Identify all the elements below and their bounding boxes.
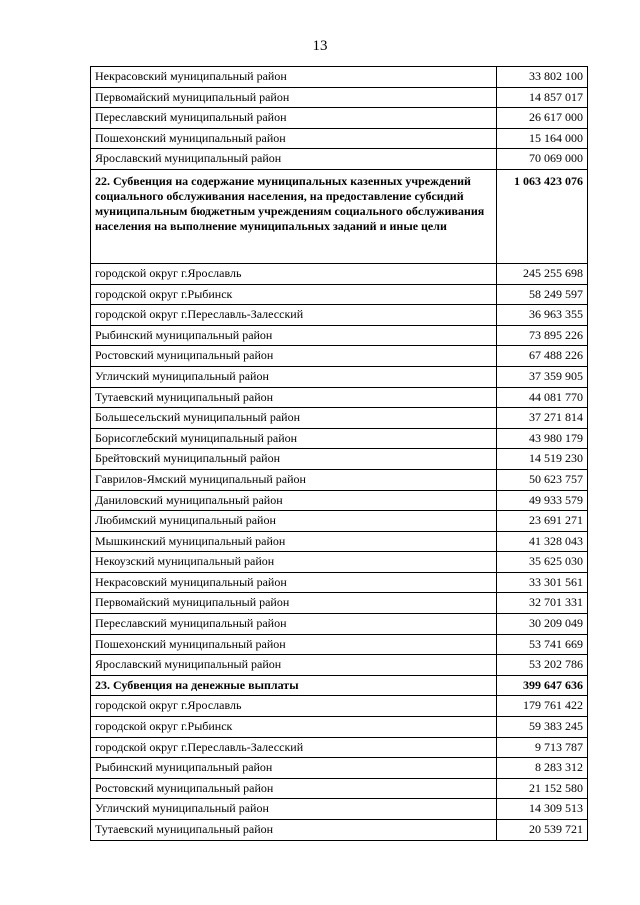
amount-value: 32 701 331 <box>497 593 588 614</box>
amount-value: 179 761 422 <box>497 696 588 717</box>
recipient-name: Первомайский муниципальный район <box>91 593 497 614</box>
recipient-name: Некрасовский муниципальный район <box>91 67 497 88</box>
amount-value: 20 539 721 <box>497 820 588 841</box>
subvention-total: 399 647 636 <box>497 675 588 696</box>
recipient-name: Пошехонский муниципальный район <box>91 128 497 149</box>
table-row <box>91 799 588 820</box>
table-row <box>91 778 588 799</box>
table-row <box>91 284 588 305</box>
amount-value: 41 328 043 <box>497 531 588 552</box>
table-row <box>91 108 588 129</box>
recipient-name: Тутаевский муниципальный район <box>91 387 497 408</box>
table-row <box>91 552 588 573</box>
table-row <box>91 67 588 88</box>
table-row <box>91 346 588 367</box>
table-row <box>91 469 588 490</box>
subvention-title: 22. Субвенция на содержание муниципальных казенных учреждений социального обслуживания населения, на предоставление субсидий муниципальным бюджетным учреждениям социального обслуживания населения на выполнение муниципальных заданий и иные цели <box>91 169 497 263</box>
recipient-name: городской округ г.Рыбинск <box>91 717 497 738</box>
recipient-name: Рыбинский муниципальный район <box>91 325 497 346</box>
recipient-name: Ярославский муниципальный район <box>91 149 497 170</box>
table-row <box>91 449 588 470</box>
recipient-name: городской округ г.Рыбинск <box>91 284 497 305</box>
table-row <box>91 820 588 841</box>
table-row <box>91 758 588 779</box>
amount-value: 37 271 814 <box>497 408 588 429</box>
recipient-name: городской округ г.Ярославль <box>91 696 497 717</box>
amount-value: 15 164 000 <box>497 128 588 149</box>
amount-value: 245 255 698 <box>497 263 588 284</box>
table-row <box>91 655 588 676</box>
table-row <box>91 737 588 758</box>
amount-value: 21 152 580 <box>497 778 588 799</box>
amount-value: 33 301 561 <box>497 572 588 593</box>
table-row <box>91 696 588 717</box>
amount-value: 73 895 226 <box>497 325 588 346</box>
table-row <box>91 263 588 284</box>
budget-table-body <box>91 67 588 841</box>
amount-value: 58 249 597 <box>497 284 588 305</box>
amount-value: 33 802 100 <box>497 67 588 88</box>
amount-value: 8 283 312 <box>497 758 588 779</box>
table-row <box>91 305 588 326</box>
amount-value: 14 857 017 <box>497 87 588 108</box>
recipient-name: Угличский муниципальный район <box>91 366 497 387</box>
table-row <box>91 87 588 108</box>
amount-value: 30 209 049 <box>497 614 588 635</box>
table-row <box>91 572 588 593</box>
recipient-name: Переславский муниципальный район <box>91 614 497 635</box>
recipient-name: Ростовский муниципальный район <box>91 346 497 367</box>
recipient-name: Даниловский муниципальный район <box>91 490 497 511</box>
page-number: 13 <box>312 38 328 54</box>
budget-table <box>90 66 588 841</box>
table-row <box>91 149 588 170</box>
recipient-name: Брейтовский муниципальный район <box>91 449 497 470</box>
table-row <box>91 511 588 532</box>
amount-value: 53 202 786 <box>497 655 588 676</box>
amount-value: 49 933 579 <box>497 490 588 511</box>
amount-value: 44 081 770 <box>497 387 588 408</box>
table-row <box>91 614 588 635</box>
table-row <box>91 428 588 449</box>
recipient-name: Первомайский муниципальный район <box>91 87 497 108</box>
amount-value: 43 980 179 <box>497 428 588 449</box>
amount-value: 67 488 226 <box>497 346 588 367</box>
amount-value: 23 691 271 <box>497 511 588 532</box>
amount-value: 37 359 905 <box>497 366 588 387</box>
amount-value: 50 623 757 <box>497 469 588 490</box>
recipient-name: городской округ г.Переславль-Залесский <box>91 737 497 758</box>
recipient-name: городской округ г.Переславль-Залесский <box>91 305 497 326</box>
table-row <box>91 593 588 614</box>
table-row <box>91 717 588 738</box>
amount-value: 26 617 000 <box>497 108 588 129</box>
amount-value: 9 713 787 <box>497 737 588 758</box>
amount-value: 35 625 030 <box>497 552 588 573</box>
table-row <box>91 366 588 387</box>
amount-value: 36 963 355 <box>497 305 588 326</box>
subvention-title: 23. Субвенция на денежные выплаты <box>91 675 497 696</box>
amount-value: 53 741 669 <box>497 634 588 655</box>
table-row <box>91 128 588 149</box>
table-row <box>91 408 588 429</box>
recipient-name: Переславский муниципальный район <box>91 108 497 129</box>
amount-value: 70 069 000 <box>497 149 588 170</box>
recipient-name: Угличский муниципальный район <box>91 799 497 820</box>
table-row <box>91 387 588 408</box>
recipient-name: Ростовский муниципальный район <box>91 778 497 799</box>
recipient-name: Ярославский муниципальный район <box>91 655 497 676</box>
recipient-name: Пошехонский муниципальный район <box>91 634 497 655</box>
recipient-name: Некрасовский муниципальный район <box>91 572 497 593</box>
recipient-name: городской округ г.Ярославль <box>91 263 497 284</box>
recipient-name: Борисоглебский муниципальный район <box>91 428 497 449</box>
recipient-name: Любимский муниципальный район <box>91 511 497 532</box>
amount-value: 14 519 230 <box>497 449 588 470</box>
recipient-name: Большесельский муниципальный район <box>91 408 497 429</box>
amount-value: 14 309 513 <box>497 799 588 820</box>
recipient-name: Мышкинский муниципальный район <box>91 531 497 552</box>
table-row <box>91 634 588 655</box>
recipient-name: Гаврилов-Ямский муниципальный район <box>91 469 497 490</box>
table-row <box>91 531 588 552</box>
table-row <box>91 490 588 511</box>
recipient-name: Некоузский муниципальный район <box>91 552 497 573</box>
section-row <box>91 675 588 696</box>
section-row <box>91 169 588 263</box>
subvention-total: 1 063 423 076 <box>497 169 588 263</box>
recipient-name: Рыбинский муниципальный район <box>91 758 497 779</box>
table-row <box>91 325 588 346</box>
amount-value: 59 383 245 <box>497 717 588 738</box>
recipient-name: Тутаевский муниципальный район <box>91 820 497 841</box>
